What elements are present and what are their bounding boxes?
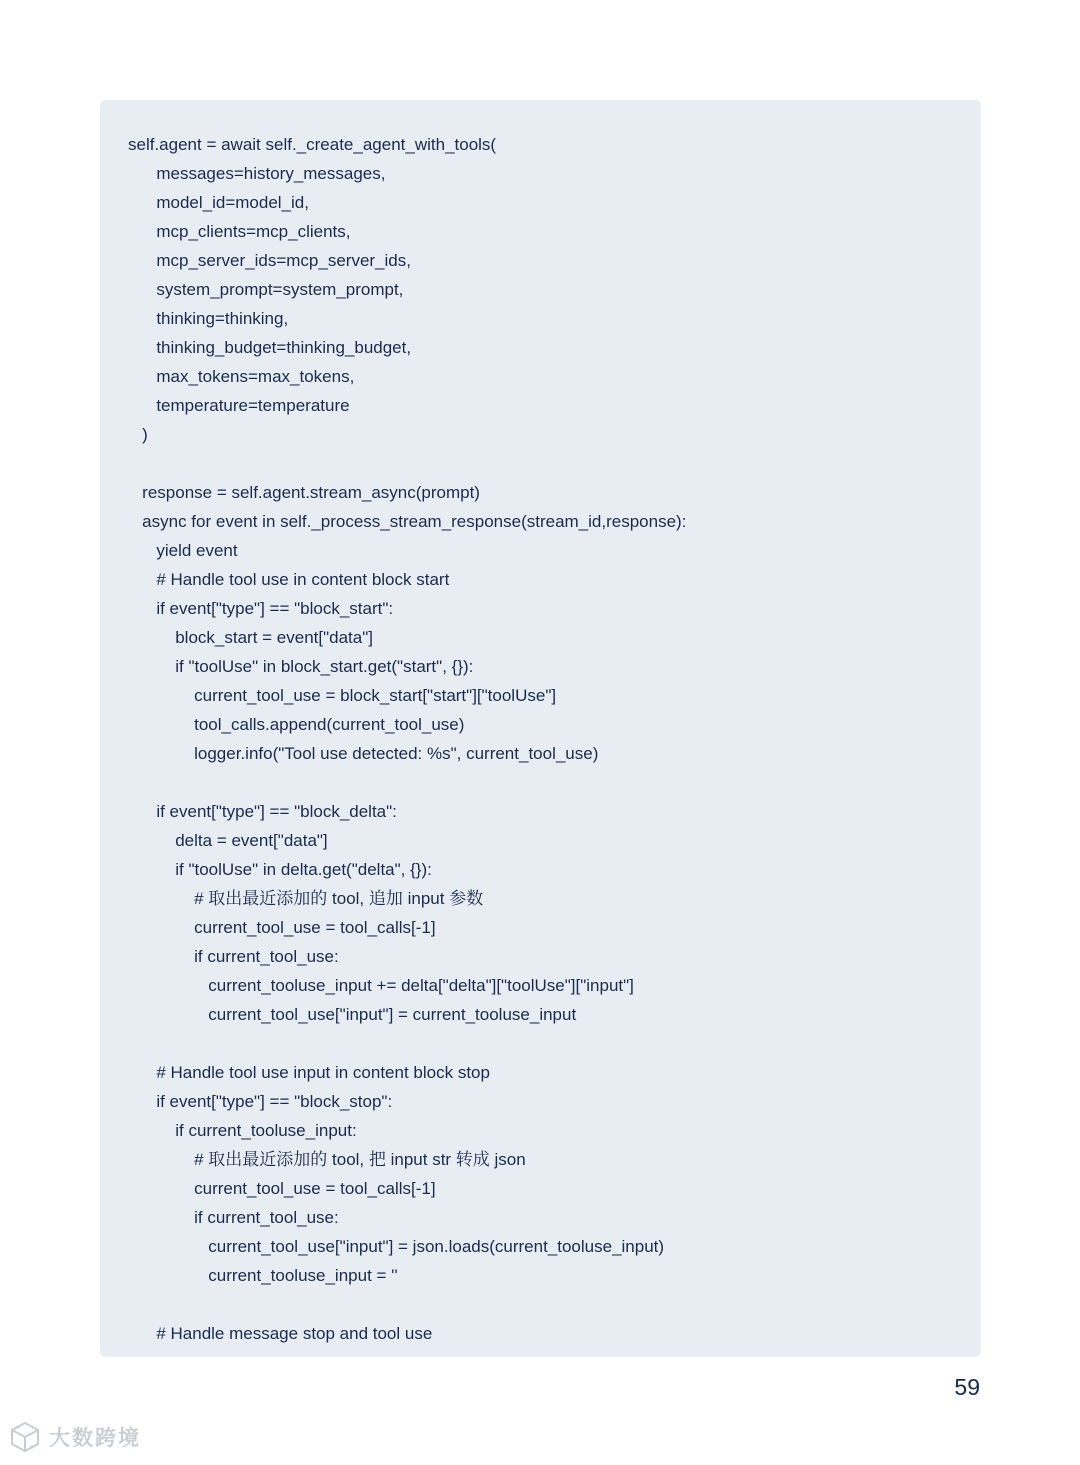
code-line: if current_tooluse_input:	[128, 1121, 357, 1140]
code-line: current_tool_use = tool_calls[-1]	[128, 1179, 436, 1198]
code-block	[100, 100, 981, 1357]
code-line: )	[128, 425, 148, 444]
code-line: current_tool_use["input"] = current_tooluse_input	[128, 1005, 577, 1024]
code-line: current_tool_use["input"] = json.loads(current_tooluse_input)	[128, 1237, 665, 1256]
code-line	[128, 1290, 961, 1319]
code-line: # Handle tool use in content block start	[128, 570, 450, 589]
code-line: delta = event["data"]	[128, 831, 328, 850]
watermark-label: 大数跨境	[49, 1427, 141, 1450]
watermark	[8, 1420, 141, 1454]
code-line	[128, 1029, 961, 1058]
code-line: response = self.agent.stream_async(prompt)	[128, 483, 480, 502]
code-line: max_tokens=max_tokens,	[128, 367, 355, 386]
code-line: current_tooluse_input = ''	[128, 1266, 398, 1285]
code-line: current_tooluse_input += delta["delta"]["toolUse"]["input"]	[128, 976, 634, 995]
code-line: thinking=thinking,	[128, 309, 289, 328]
page-number: 59	[954, 1374, 980, 1400]
code-line: current_tool_use = tool_calls[-1]	[128, 918, 436, 937]
code-line: thinking_budget=thinking_budget,	[128, 338, 412, 357]
code-line: temperature=temperature	[128, 396, 350, 415]
code-line: mcp_server_ids=mcp_server_ids,	[128, 251, 411, 270]
code-line: block_start = event["data"]	[128, 628, 373, 647]
code-line: self.agent = await self._create_agent_with_tools(	[128, 135, 497, 154]
code-line: # 取出最近添加的 tool, 把 input str 转成 json	[128, 1150, 526, 1169]
code-line: if event["type"] == "block_delta":	[128, 802, 397, 821]
code-line: system_prompt=system_prompt,	[128, 280, 404, 299]
code-line: # 取出最近添加的 tool, 追加 input 参数	[128, 889, 484, 908]
code-line	[128, 768, 961, 797]
cube-logo-icon	[8, 1420, 42, 1454]
code-line: tool_calls.append(current_tool_use)	[128, 715, 465, 734]
code-line: if event["type"] == "block_start":	[128, 599, 394, 618]
code-line: if "toolUse" in delta.get("delta", {}):	[128, 860, 432, 879]
code-line: # Handle tool use input in content block stop	[128, 1063, 490, 1082]
code-lines	[128, 130, 961, 1348]
code-line: logger.info("Tool use detected: %s", current_tool_use)	[128, 744, 599, 763]
code-line: current_tool_use = block_start["start"]["toolUse"]	[128, 686, 557, 705]
code-line: # Handle message stop and tool use	[128, 1324, 433, 1343]
code-line: if event["type"] == "block_stop":	[128, 1092, 393, 1111]
code-line: if "toolUse" in block_start.get("start", {}):	[128, 657, 474, 676]
code-line: if current_tool_use:	[128, 1208, 339, 1227]
code-line: async for event in self._process_stream_response(stream_id,response):	[128, 512, 687, 531]
code-line: if current_tool_use:	[128, 947, 339, 966]
code-line: model_id=model_id,	[128, 193, 309, 212]
code-line	[128, 449, 961, 478]
code-line: mcp_clients=mcp_clients,	[128, 222, 351, 241]
code-line: yield event	[128, 541, 238, 560]
code-line: messages=history_messages,	[128, 164, 386, 183]
